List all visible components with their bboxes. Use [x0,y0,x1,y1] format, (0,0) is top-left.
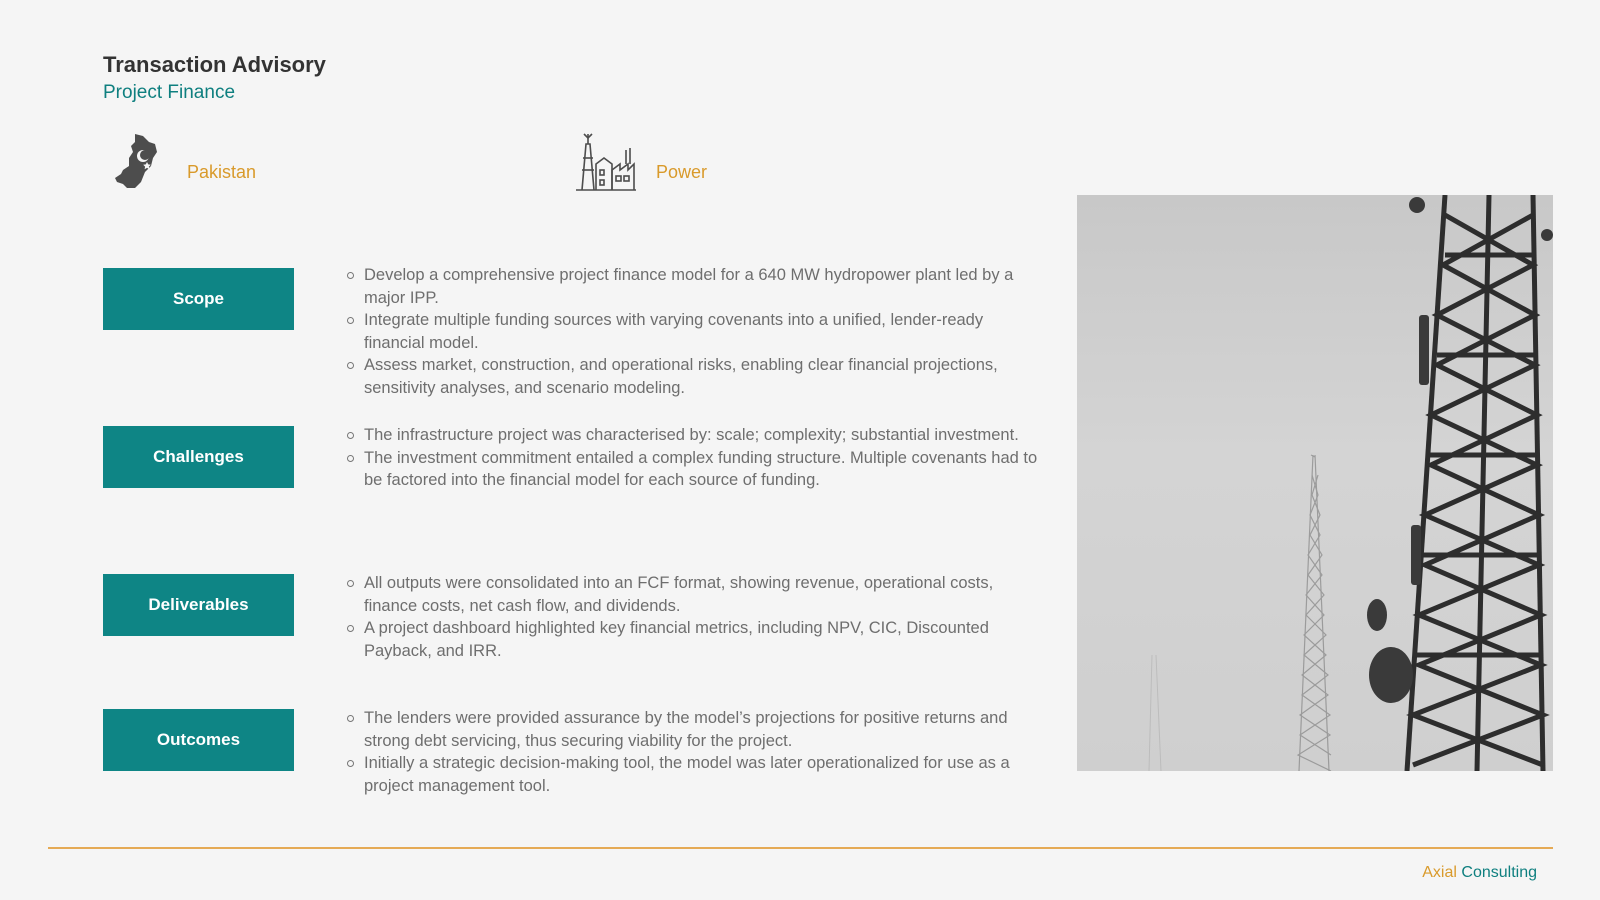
list-item: Assess market, construction, and operational risks, enabling clear financial projections, sensitivity analyses, and scenario modeling. [344,354,1044,399]
country-tag [105,130,256,194]
challenges-list [344,424,1044,492]
scope-button[interactable]: Scope [103,268,294,330]
list-item: The lenders were provided assurance by the model’s projections for positive returns and strong debt servicing, thus securing viability for the project. [344,707,1044,752]
list-item: A project dashboard highlighted key financial metrics, including NPV, CIC, Discounted Payback, and IRR. [344,617,1044,662]
list-item: Develop a comprehensive project finance model for a 640 MW hydropower plant led by a major IPP. [344,264,1044,309]
sector-tag [574,130,707,194]
pakistan-map-icon [105,130,169,194]
page-subtitle: Project Finance [103,82,236,103]
list-item: The infrastructure project was characterised by: scale; complexity; substantial investment. [344,424,1044,447]
list-item: Integrate multiple funding sources with varying covenants into a unified, lender-ready financial model. [344,309,1044,354]
sector-label: Power [656,161,708,182]
outcomes-button[interactable]: Outcomes [103,709,294,771]
list-item: The investment commitment entailed a complex funding structure. Multiple covenants had to be factored into the financial model for each source of funding. [344,447,1044,492]
brand-footer [1422,864,1537,882]
brand-name-part2: Consulting [1461,864,1537,881]
brand-name-part1: Axial [1422,864,1457,881]
outcomes-list [344,707,1044,797]
deliverables-list [344,572,1044,662]
telecom-tower-photo [1077,195,1553,771]
footer-divider [48,847,1553,849]
power-plant-icon [574,130,638,194]
list-item: Initially a strategic decision-making tool, the model was later operationalized for use as a project management tool. [344,752,1044,797]
country-label: Pakistan [187,161,257,182]
page-title: Transaction Advisory [103,52,326,77]
list-item: All outputs were consolidated into an FCF format, showing revenue, operational costs, finance costs, net cash flow, and dividends. [344,572,1044,617]
deliverables-button[interactable]: Deliverables [103,574,294,636]
scope-list [344,264,1044,399]
tower-illustration [1077,195,1553,771]
challenges-button[interactable]: Challenges [103,426,294,488]
